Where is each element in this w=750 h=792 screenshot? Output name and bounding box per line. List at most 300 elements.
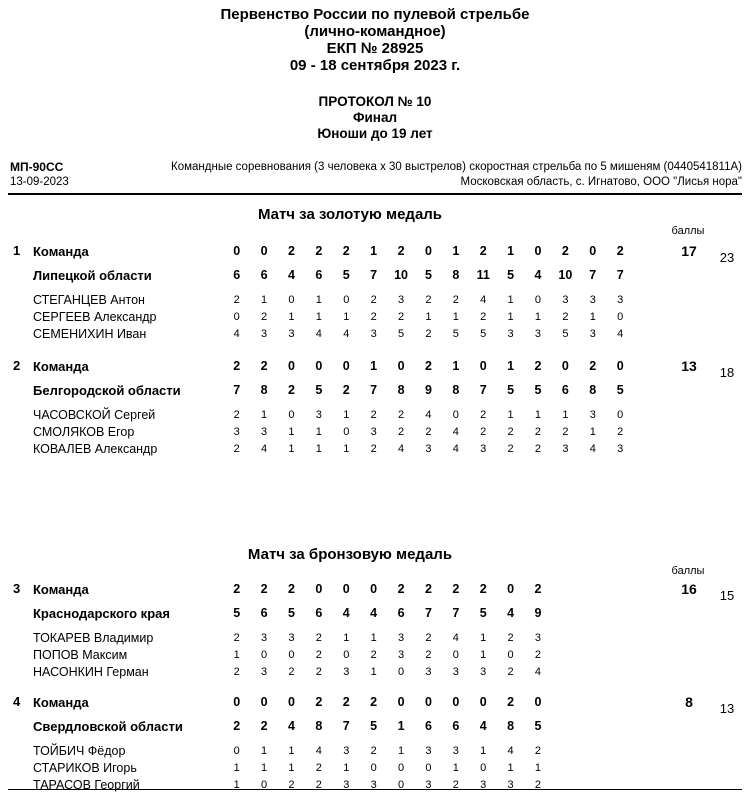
series-cell: 3 (261, 632, 268, 644)
series-cell: 1 (315, 443, 322, 455)
series-cell: 2 (397, 311, 405, 323)
series-cell: 0 (261, 779, 268, 791)
series-cell: 4 (261, 443, 268, 455)
series-cell: 6 (315, 268, 323, 282)
series-cell: 0 (397, 359, 405, 373)
series-cell: 2 (424, 359, 432, 373)
series-cell: 0 (616, 359, 624, 373)
series-cell: 2 (370, 311, 377, 323)
series-cell: 1 (589, 426, 596, 438)
series-cell: 3 (288, 328, 295, 340)
age-category: Юноши до 19 лет (317, 126, 433, 141)
series-cell: 5 (562, 328, 569, 340)
series-cell: 3 (343, 779, 350, 791)
event-date: 13-09-2023 (10, 176, 69, 188)
series-cell: 1 (370, 244, 378, 258)
series-cell: 2 (562, 426, 569, 438)
series-cell: 1 (507, 359, 515, 373)
series-cell: 0 (617, 409, 624, 421)
series-cell: 2 (534, 649, 542, 661)
series-cell: 2 (315, 244, 323, 258)
series-cell: 1 (589, 311, 596, 323)
shooter-hits-row (223, 630, 552, 647)
team-row-hits (0, 267, 750, 284)
series-cell: 3 (370, 328, 377, 340)
shooter-hits-row (223, 292, 634, 309)
series-cell: 4 (589, 443, 596, 455)
series-points-row (223, 581, 552, 598)
series-cell: 2 (507, 426, 514, 438)
series-cell: 0 (397, 666, 405, 678)
series-cell: 5 (534, 383, 542, 397)
series-cell: 0 (260, 244, 268, 258)
series-cell: 1 (343, 311, 350, 323)
series-cell: 3 (589, 409, 596, 421)
series-cell: 2 (260, 582, 268, 596)
shooter-name: КОВАЛЕВ Александр (33, 442, 158, 456)
bronze-medal-section (0, 546, 750, 792)
gold-medal-section (0, 206, 750, 458)
series-hits-row (223, 267, 634, 284)
series-cell: 1 (343, 443, 350, 455)
series-cell: 4 (534, 268, 542, 282)
series-cell: 8 (452, 383, 460, 397)
series-cell: 5 (424, 268, 432, 282)
series-cell: 0 (589, 244, 597, 258)
series-cell: 2 (315, 666, 322, 678)
protocol-number: ПРОТОКОЛ № 10 (318, 94, 432, 109)
series-cell: 2 (315, 779, 322, 791)
series-cell: 1 (343, 632, 350, 644)
series-cell: 5 (616, 383, 624, 397)
series-cell: 4 (315, 328, 322, 340)
series-cell: 4 (370, 606, 378, 620)
team-row-hits (0, 382, 750, 399)
series-cell: 2 (288, 244, 295, 258)
series-cell: 2 (315, 762, 322, 774)
event-description: Командные соревнования (3 человека х 30 выстрелов) скоростная стрельба по 5 мишеням (0440541811А) (171, 161, 742, 173)
series-points-row (223, 358, 634, 375)
series-cell: 3 (562, 443, 569, 455)
series-cell: 3 (370, 779, 377, 791)
series-cell: 3 (343, 745, 350, 757)
series-cell: 4 (233, 328, 240, 340)
team-row-points (0, 243, 750, 260)
series-cell: 2 (479, 582, 487, 596)
shooter-hits-row (223, 407, 634, 424)
series-cell: 4 (342, 606, 350, 620)
series-cell: 3 (261, 328, 268, 340)
series-cell: 4 (288, 719, 295, 733)
shooter-name: СМОЛЯКОВ Егор (33, 425, 135, 439)
series-cell: 0 (260, 695, 268, 709)
series-cell: 2 (562, 311, 569, 323)
championship-subtitle: (лично-командное) (304, 23, 446, 40)
series-cell: 0 (343, 426, 350, 438)
series-cell: 2 (452, 294, 459, 306)
series-cell: 1 (480, 649, 487, 661)
series-cell: 3 (507, 779, 514, 791)
series-cell: 3 (370, 426, 377, 438)
series-cell: 2 (507, 632, 514, 644)
series-cell: 4 (425, 409, 432, 421)
info-bar (0, 160, 750, 193)
series-cell: 1 (261, 409, 268, 421)
series-cell: 2 (480, 409, 487, 421)
series-cell: 4 (288, 268, 295, 282)
series-cell: 1 (315, 311, 322, 323)
series-cell: 2 (370, 294, 377, 306)
series-cell: 0 (507, 649, 514, 661)
protocol-header (0, 94, 750, 142)
series-cell: 1 (315, 426, 322, 438)
series-cell: 0 (342, 359, 350, 373)
shooter-hits-row (223, 664, 552, 681)
series-cell: 1 (507, 762, 514, 774)
team-row-points (0, 694, 750, 711)
series-cell: 1 (288, 745, 295, 757)
series-cell: 2 (534, 426, 542, 438)
series-cell: 5 (479, 606, 487, 620)
series-cell: 7 (479, 383, 487, 397)
series-cell: 1 (343, 409, 350, 421)
series-cell: 7 (424, 606, 432, 620)
series-cell: 2 (315, 632, 322, 644)
shooter-row (0, 743, 750, 760)
series-cell: 5 (233, 606, 241, 620)
series-cell: 2 (480, 426, 487, 438)
series-cell: 2 (397, 409, 405, 421)
series-cell: 2 (507, 695, 515, 709)
series-cell: 2 (370, 443, 377, 455)
series-cell: 4 (534, 666, 542, 678)
series-cell: 6 (260, 606, 268, 620)
series-cell: 0 (343, 294, 350, 306)
series-cell: 2 (233, 719, 241, 733)
event-code: МП-90СС (10, 160, 64, 174)
info-right (171, 160, 742, 190)
series-cell: 1 (288, 762, 295, 774)
stage-label: Финал (352, 110, 398, 125)
series-cell: 1 (507, 311, 514, 323)
series-cell: 7 (342, 719, 350, 733)
series-cell: 0 (534, 294, 542, 306)
series-cell: 1 (370, 632, 377, 644)
team-score: 17 (681, 243, 697, 259)
shooter-hits-row (223, 326, 634, 343)
series-cell: 6 (315, 606, 323, 620)
series-cell: 2 (288, 582, 295, 596)
series-cell: 5 (342, 268, 350, 282)
team-score: 16 (681, 581, 697, 597)
series-cell: 0 (288, 649, 295, 661)
team-name-line2: Краснодарского края (33, 606, 170, 621)
series-hits-row (223, 718, 552, 735)
header-divider (8, 193, 742, 195)
series-cell: 0 (315, 359, 323, 373)
team-block-lipetsk (0, 243, 750, 343)
team-rank: 4 (13, 694, 21, 709)
series-cell: 0 (397, 762, 405, 774)
series-cell: 2 (370, 409, 377, 421)
series-cell: 2 (534, 582, 542, 596)
shooter-hits-row (223, 424, 634, 441)
series-cell: 1 (288, 443, 295, 455)
series-cell: 2 (616, 244, 624, 258)
series-points-row (223, 694, 552, 711)
series-cell: 2 (233, 409, 240, 421)
series-cell: 7 (233, 383, 241, 397)
series-cell: 3 (617, 443, 624, 455)
series-cell: 2 (479, 244, 487, 258)
shooter-name: НАСОНКИН Герман (33, 665, 149, 679)
series-cell: 3 (480, 666, 487, 678)
team-rank: 1 (13, 243, 21, 258)
series-cell: 1 (452, 359, 460, 373)
shooter-name: СТАРИКОВ Игорь (33, 761, 137, 775)
series-cell: 2 (315, 695, 323, 709)
series-cell: 2 (370, 695, 378, 709)
shooter-row (0, 292, 750, 309)
series-cell: 5 (507, 383, 515, 397)
series-cell: 0 (424, 695, 432, 709)
series-cell: 3 (534, 328, 542, 340)
shooter-row (0, 630, 750, 647)
series-cell: 2 (425, 294, 432, 306)
series-cell: 2 (260, 359, 268, 373)
series-cell: 2 (534, 359, 542, 373)
shooter-name: СЕМЕНИХИН Иван (33, 327, 147, 341)
series-cell: 6 (397, 606, 405, 620)
series-cell: 2 (233, 632, 240, 644)
series-cell: 2 (534, 745, 542, 757)
series-cell: 1 (452, 762, 459, 774)
series-cell: 0 (233, 745, 240, 757)
series-cell: 2 (534, 443, 542, 455)
gold-section-title: Матч за золотую медаль (257, 206, 443, 223)
series-cell: 5 (480, 328, 487, 340)
team-name-line2: Свердловской области (33, 719, 183, 734)
series-cell: 2 (233, 294, 240, 306)
series-cell: 1 (452, 244, 460, 258)
series-cell: 0 (261, 649, 268, 661)
series-cell: 2 (561, 244, 569, 258)
series-cell: 3 (589, 328, 596, 340)
series-cell: 5 (452, 328, 459, 340)
shooter-name: ПОПОВ Максим (33, 648, 128, 662)
series-cell: 4 (452, 443, 459, 455)
team-secondary-score: 23 (719, 250, 735, 265)
series-cell: 0 (397, 779, 405, 791)
series-cell: 7 (589, 268, 597, 282)
series-cell: 2 (397, 582, 405, 596)
series-cell: 8 (507, 719, 515, 733)
shooter-name: СТЕГАНЦЕВ Антон (33, 293, 145, 307)
series-cell: 3 (425, 443, 432, 455)
series-cell: 5 (397, 328, 405, 340)
team-rank: 2 (13, 358, 21, 373)
series-cell: 6 (424, 719, 432, 733)
series-cell: 2 (507, 443, 514, 455)
series-cell: 8 (315, 719, 323, 733)
series-cell: 2 (425, 426, 432, 438)
series-cell: 1 (534, 311, 542, 323)
series-cell: 5 (315, 383, 323, 397)
series-cell: 0 (233, 244, 241, 258)
series-cell: 4 (507, 606, 515, 620)
shooter-name: ТАРАСОВ Георгий (33, 778, 140, 792)
series-cell: 2 (397, 426, 405, 438)
series-cell: 4 (479, 719, 487, 733)
shooter-hits-row (223, 309, 634, 326)
team-name-line2: Липецкой области (33, 268, 152, 283)
series-cell: 0 (342, 582, 350, 596)
series-cell: 1 (397, 745, 405, 757)
series-cell: 2 (233, 582, 241, 596)
series-cell: 2 (534, 779, 542, 791)
series-cell: 1 (261, 762, 268, 774)
series-cell: 2 (425, 328, 432, 340)
series-cell: 3 (261, 426, 268, 438)
series-cell: 0 (507, 582, 515, 596)
series-cell: 0 (288, 359, 295, 373)
team-name-line1: Команда (33, 244, 89, 259)
series-cell: 3 (397, 632, 405, 644)
series-cell: 2 (424, 582, 432, 596)
series-cell: 11 (476, 268, 490, 282)
team-row-hits (0, 718, 750, 735)
series-cell: 6 (452, 719, 460, 733)
shooter-row (0, 760, 750, 777)
series-cell: 0 (617, 311, 624, 323)
series-cell: 1 (288, 426, 295, 438)
series-cell: 3 (452, 745, 459, 757)
series-cell: 1 (397, 719, 405, 733)
series-cell: 3 (425, 779, 432, 791)
series-cell: 6 (260, 268, 268, 282)
series-cell: 2 (425, 632, 432, 644)
series-cell: 1 (261, 294, 268, 306)
series-cell: 2 (397, 244, 405, 258)
series-cell: 1 (480, 745, 487, 757)
series-cell: 4 (343, 328, 350, 340)
series-cell: 0 (370, 582, 378, 596)
series-cell: 0 (452, 695, 460, 709)
series-cell: 2 (617, 426, 624, 438)
points-column-label: баллы (671, 565, 705, 577)
shooter-row (0, 441, 750, 458)
event-venue: Московская область, с. Игнатово, ООО "Лисья нора" (460, 176, 742, 188)
team-secondary-score: 13 (719, 701, 735, 716)
series-cell: 0 (534, 695, 542, 709)
series-cell: 3 (343, 666, 350, 678)
series-cell: 8 (260, 383, 268, 397)
team-block-krasnodar (0, 581, 750, 681)
series-cell: 0 (233, 311, 240, 323)
championship-title: Первенство России по пулевой стрельбе (220, 6, 530, 23)
team-name-line1: Команда (33, 695, 89, 710)
series-cell: 2 (342, 244, 350, 258)
series-cell: 8 (397, 383, 405, 397)
series-cell: 1 (534, 409, 542, 421)
series-cell: 2 (288, 383, 295, 397)
series-cell: 0 (343, 649, 350, 661)
team-name-line1: Команда (33, 359, 89, 374)
series-cell: 4 (480, 294, 487, 306)
series-cell: 5 (507, 268, 515, 282)
series-cell: 3 (425, 666, 432, 678)
series-cell: 2 (507, 666, 514, 678)
series-cell: 4 (397, 443, 405, 455)
shooter-hits-row (223, 760, 552, 777)
team-name-line2: Белгородской области (33, 383, 181, 398)
series-cell: 2 (288, 779, 295, 791)
series-cell: 5 (288, 606, 295, 620)
series-cell: 2 (315, 649, 322, 661)
shooter-row (0, 647, 750, 664)
series-cell: 1 (534, 762, 542, 774)
shooter-hits-row (223, 647, 552, 664)
series-cell: 3 (288, 632, 295, 644)
team-rank: 3 (13, 581, 21, 596)
series-cell: 2 (261, 311, 268, 323)
series-cell: 1 (315, 294, 322, 306)
series-cell: 0 (397, 695, 405, 709)
shooter-name: ТОЙБИЧ Фёдор (33, 744, 126, 758)
series-cell: 4 (315, 745, 322, 757)
shooter-row (0, 424, 750, 441)
series-cell: 0 (479, 359, 487, 373)
series-cell: 6 (561, 383, 569, 397)
series-cell: 2 (342, 383, 350, 397)
series-cell: 0 (233, 695, 241, 709)
series-cell: 1 (233, 779, 240, 791)
shooter-name: ЧАСОВСКОЙ Сергей (33, 408, 156, 422)
series-cell: 2 (288, 666, 295, 678)
series-cell: 1 (480, 632, 487, 644)
series-cell: 5 (534, 719, 542, 733)
series-hits-row (223, 605, 552, 622)
series-cell: 1 (370, 359, 378, 373)
series-cell: 0 (424, 244, 432, 258)
series-cell: 6 (233, 268, 241, 282)
shooter-row (0, 326, 750, 343)
team-secondary-score: 15 (719, 588, 735, 603)
series-cell: 4 (507, 745, 514, 757)
series-cell: 4 (452, 632, 459, 644)
series-cell: 5 (370, 719, 378, 733)
series-cell: 2 (452, 582, 460, 596)
series-cell: 3 (534, 632, 542, 644)
shooter-name: СЕРГЕЕВ Александр (33, 310, 157, 324)
series-cell: 8 (452, 268, 460, 282)
series-cell: 1 (452, 311, 459, 323)
shooter-hits-row (223, 441, 634, 458)
series-cell: 2 (480, 311, 487, 323)
series-cell: 2 (425, 649, 432, 661)
series-cell: 0 (288, 695, 295, 709)
series-hits-row (223, 382, 634, 399)
championship-dates: 09 - 18 сентября 2023 г. (289, 57, 461, 74)
series-cell: 4 (452, 426, 459, 438)
series-cell: 3 (617, 294, 624, 306)
series-cell: 3 (315, 409, 322, 421)
team-score: 13 (681, 358, 697, 374)
document-header (0, 0, 750, 74)
shooter-row (0, 309, 750, 326)
series-cell: 1 (288, 311, 295, 323)
shooter-hits-row (223, 743, 552, 760)
